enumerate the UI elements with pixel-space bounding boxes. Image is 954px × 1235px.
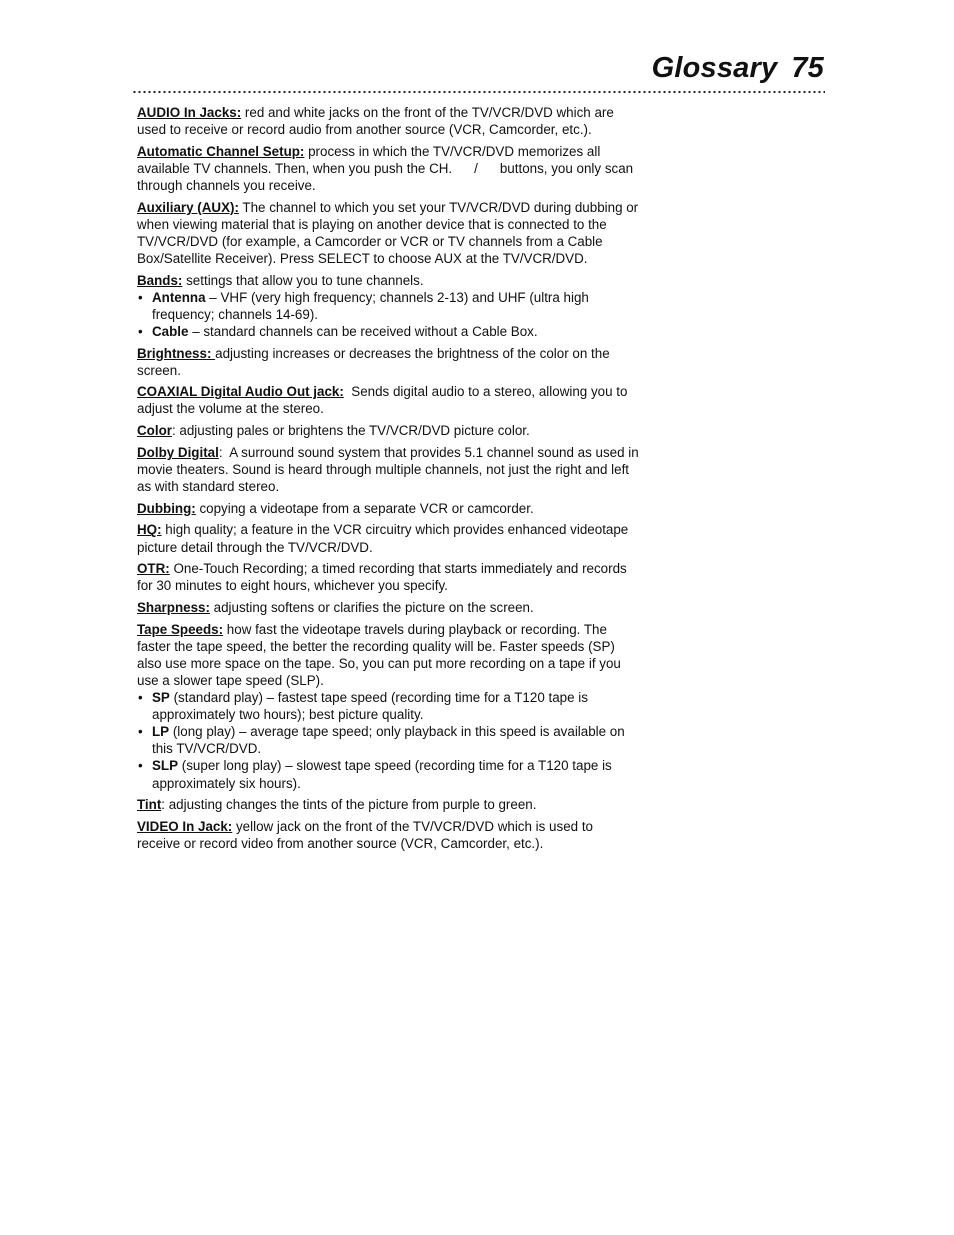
glossary-definition: adjusting increases or decreases the brightness of the color on the screen.: [137, 345, 610, 378]
glossary-definition: copying a videotape from a separate VCR or camcorder.: [195, 500, 534, 516]
glossary-definition: settings that allow you to tune channels.: [182, 272, 424, 288]
glossary-term: Color: [137, 423, 172, 439]
glossary-definition: high quality; a feature in the VCR circuitry which provides enhanced videotape picture detail through the TV/VCR/DVD.: [137, 522, 629, 555]
glossary-definition: : adjusting pales or brightens the TV/VCR/DVD picture color.: [171, 423, 530, 439]
bullet-text: – VHF (very high frequency; channels 2-13) and UHF (ultra high frequency; channels 14-69).: [152, 289, 589, 322]
glossary-entry-tape-speeds: [137, 621, 639, 792]
page-header: [0, 48, 824, 88]
glossary-definition: : A surround sound system that provides 5.1 channel sound as used in movie theaters. Sound is heard through multiple channels, not just the right and left as with standard stereo.: [137, 444, 643, 495]
glossary-term: AUDIO In Jacks:: [137, 105, 242, 120]
bullet-label: Cable: [152, 323, 189, 339]
list-item: [137, 723, 639, 757]
bullet-text: (super long play) – slowest tape speed (recording time for a T120 tape is approximately six hours).: [152, 758, 612, 791]
dotted-rule: [132, 90, 825, 94]
glossary-term: VIDEO In Jack:: [137, 818, 233, 834]
glossary-entry-coaxial: [137, 383, 639, 417]
bullet-text: (standard play) – fastest tape speed (recording time for a T120 tape is approximately two hours); best picture quality.: [152, 690, 588, 723]
glossary-definition: adjusting softens or clarifies the picture on the screen.: [209, 599, 534, 615]
glossary-term: Automatic Channel Setup:: [137, 143, 305, 159]
glossary-entry-otr: [137, 560, 639, 594]
glossary-term: Auxiliary (AUX):: [137, 199, 239, 215]
list-item: [137, 689, 639, 723]
glossary-entry-tint: [137, 796, 639, 813]
glossary-term: HQ:: [137, 522, 162, 538]
glossary-definition: Sends digital audio to a stereo, allowing you to adjust the volume at the stereo.: [137, 384, 632, 417]
bullet-label: LP: [152, 724, 170, 740]
bullet-label: SP: [152, 690, 170, 706]
glossary-term: Brightness:: [137, 345, 216, 361]
bullet-label: Antenna: [152, 289, 206, 305]
list-item: [137, 323, 639, 340]
glossary-definition: process in which the TV/VCR/DVD memorizes all available TV channels. Then, when you push the CH.: [137, 143, 601, 176]
page-number: 75: [791, 52, 824, 84]
glossary-definition: how fast the videotape travels during playback or recording. The faster the tape speed, the better the recording quality will be. Faster speeds (SP) also use more space on the tape. So, you can put more recording on a tape if you use a slower tape speed (SLP).: [137, 621, 621, 688]
glossary-entry-auxiliary: [137, 199, 639, 267]
glossary-definition: One-Touch Recording; a timed recording that starts immediately and records for 30 minutes to eight hours, whichever you specify.: [137, 561, 627, 594]
bullet-list: [137, 689, 639, 792]
glossary-term: Bands:: [137, 272, 183, 288]
bullet-label: SLP: [152, 758, 179, 774]
glossary-entry-dolby-digital: [137, 444, 643, 495]
glossary-term: Dubbing:: [137, 500, 196, 516]
list-item: [137, 289, 639, 323]
glossary-term: Tape Speeds:: [137, 621, 224, 637]
glossary-entry-bands: [137, 272, 639, 340]
glossary-list: [137, 104, 643, 857]
glossary-term: COAXIAL Digital Audio Out jack:: [137, 384, 344, 400]
glossary-term: Tint: [137, 797, 162, 813]
glossary-definition: : adjusting changes the tints of the picture from purple to green.: [161, 797, 537, 813]
bullet-text: – standard channels can be received without a Cable Box.: [188, 323, 538, 339]
glossary-entry-audio-in-jacks: [137, 104, 639, 138]
glossary-entry-dubbing: [137, 500, 639, 517]
bullet-text: (long play) – average tape speed; only playback in this speed is available on this TV/VCR/DVD.: [152, 724, 625, 757]
glossary-entry-color: [137, 422, 639, 439]
glossary-term: Dolby Digital: [137, 444, 219, 460]
glossary-entry-hq: [137, 521, 639, 555]
glossary-entry-video-in-jack: [137, 818, 639, 852]
glossary-entry-automatic-channel-setup: [137, 143, 639, 194]
glossary-definition: The channel to which you set your TV/VCR/DVD during dubbing or when viewing material that is playing on another device that is connected to the TV/VCR/DVD (for example, a Camcorder or VCR or TV channels from a Cable Box/Satellite Receiver). Press SELECT to choose AUX at the TV/VCR/DVD.: [137, 199, 639, 266]
glossary-entry-sharpness: [137, 599, 639, 616]
page-title: Glossary: [651, 52, 778, 84]
glossary-term: Sharpness:: [137, 599, 210, 615]
separator: /: [474, 160, 478, 176]
list-item: [137, 757, 639, 791]
glossary-definition: yellow jack on the front of the TV/VCR/DVD which is used to receive or record video from another source (VCR, Camcorder, etc.).: [137, 818, 593, 851]
glossary-entry-brightness: [137, 345, 639, 379]
bullet-list: [137, 289, 639, 340]
glossary-term: OTR:: [137, 561, 170, 577]
glossary-definition-cont: buttons, you only scan through channels you receive.: [137, 160, 634, 193]
glossary-definition: red and white jacks on the front of the TV/VCR/DVD which are used to receive or record audio from another source (VCR, Camcorder, etc.).: [137, 105, 614, 138]
